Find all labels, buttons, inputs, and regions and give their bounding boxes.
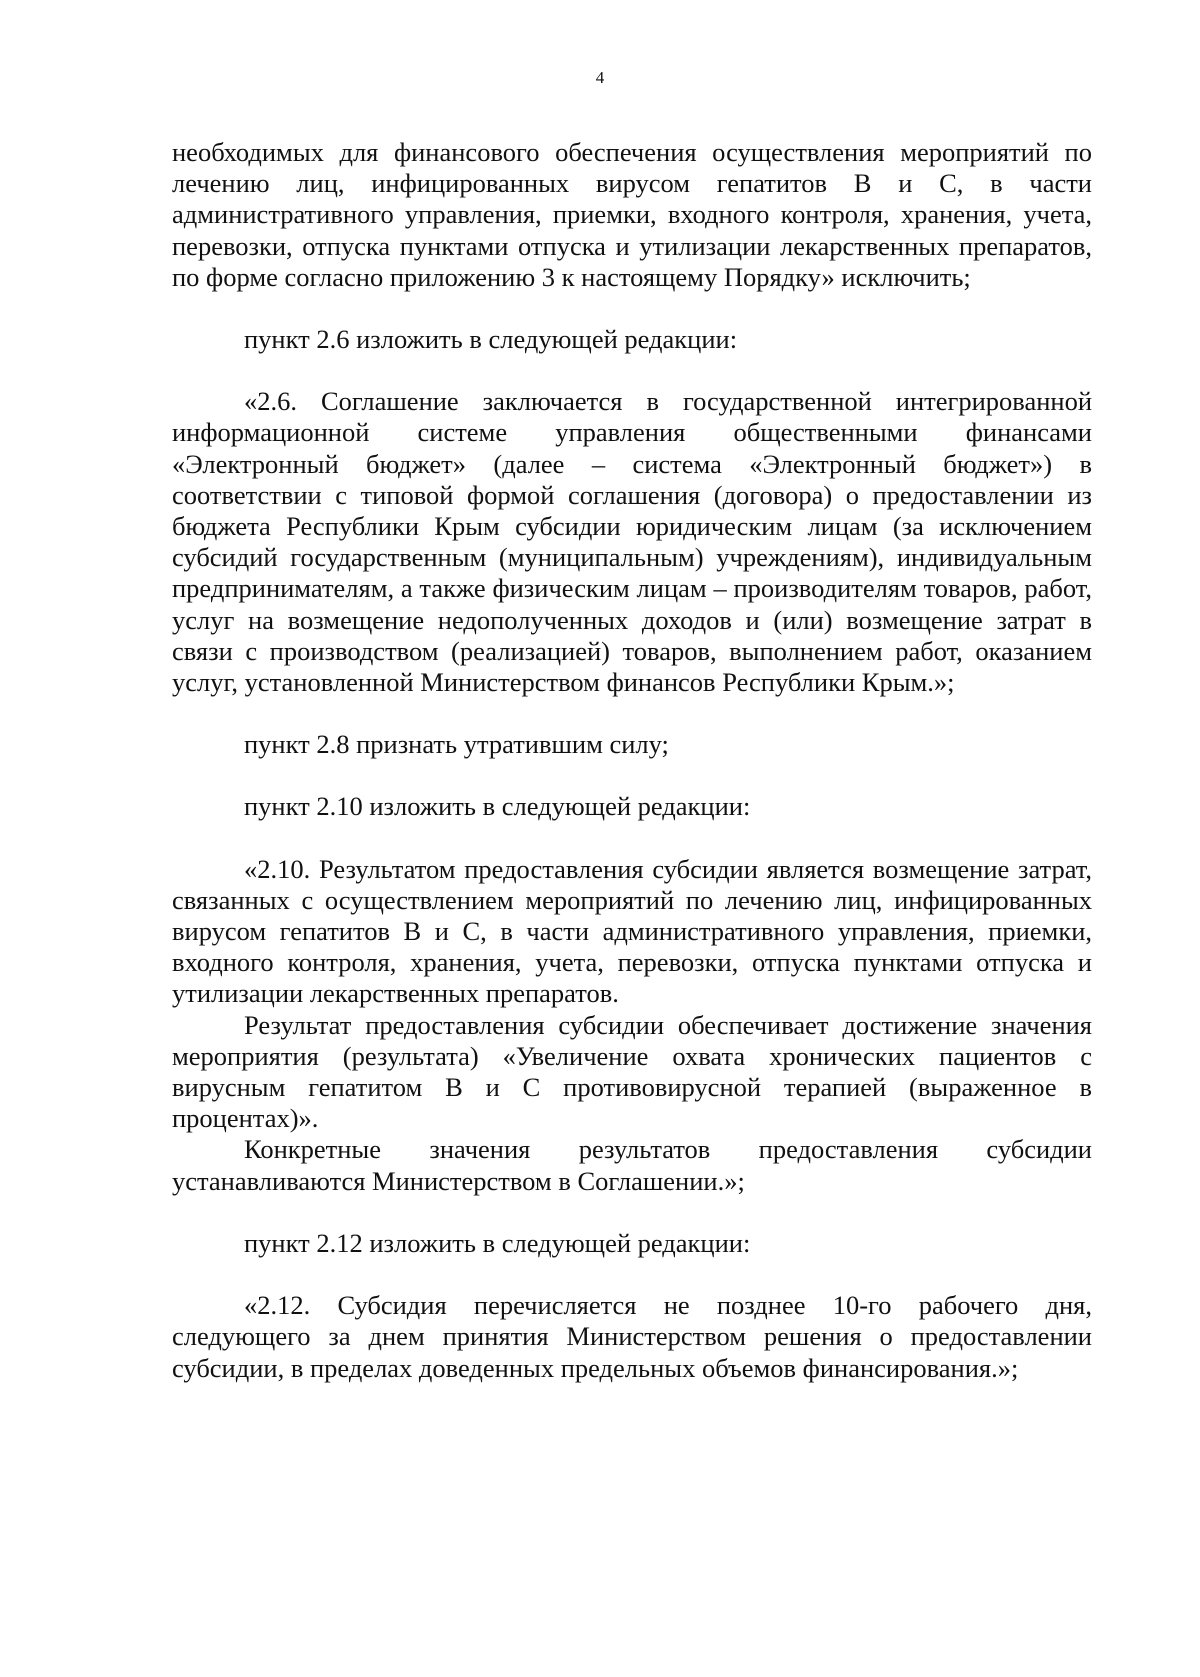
document-body: [172, 137, 1092, 1384]
paragraph-clause-2-8: пункт 2.8 признать утратившим силу;: [244, 729, 669, 760]
paragraph-clause-2-10-heading: пункт 2.10 изложить в следующей редакции:: [244, 791, 751, 822]
paragraph-clause-2-10-values: Конкретные значения результатов предоставления субсидии устанавливаются Министерством в Соглашении.»;: [172, 1134, 1092, 1196]
paragraph-clause-2-10-text: «2.10. Результатом предоставления субсидии является возмещение затрат, связанных с осуществлением мероприятий по лечению лиц, инфицированных вирусом гепатитов В и С, в части административного управления, приемки, входного контроля, хранения, учета, перевозки, отпуска пунктами отпуска и утилизации лекарственных препаратов.: [172, 853, 1092, 1009]
paragraph-clause-2-6-text: «2.6. Соглашение заключается в государственной интегрированной информационной системе управления общественными финансами «Электронный бюджет» (далее – система «Электронный бюджет») в соответствии с типовой формой соглашения (договора) о предоставлении из бюджета Республики Крым субсидии юридическим лицам (за исключением субсидий государственным (муниципальным) учреждениям), индивидуальным предпринимателям, а также физическим лицам – производителям товаров, работ, услуг на возмещение недополученных доходов и (или) возмещение затрат в связи с производством (реализацией) товаров, выполнением работ, оказанием услуг, установленной Министерством финансов Республики Крым.»;: [172, 386, 1092, 698]
paragraph-clause-2-12-heading: пункт 2.12 изложить в следующей редакции:: [244, 1227, 751, 1258]
paragraph-clause-2-12-text: «2.12. Субсидия перечисляется не позднее 10-го рабочего дня, следующего за днем принятия Министерством решения о предоставлении субсидии, в пределах доведенных предельных объемов финансирования.»;: [172, 1290, 1092, 1383]
paragraph-clause-2-6-heading: пункт 2.6 изложить в следующей редакции:: [244, 324, 738, 355]
paragraph-clause-2-10-result: Результат предоставления субсидии обеспечивает достижение значения мероприятия (результата) «Увеличение охвата хронических пациентов с вирусным гепатитом В и С противовирусной терапией (выраженное в процентах)».: [172, 1009, 1092, 1134]
page-number: 4: [595, 68, 605, 87]
paragraph-continuation: необходимых для финансового обеспечения осуществления мероприятий по лечению лиц, инфицированных вирусом гепатитов В и С, в части административного управления, приемки, входного контроля, хранения, учета, перевозки, отпуска пунктами отпуска и утилизации лекарственных препаратов, по форме согласно приложению 3 к настоящему Порядку» исключить;: [172, 137, 1092, 292]
